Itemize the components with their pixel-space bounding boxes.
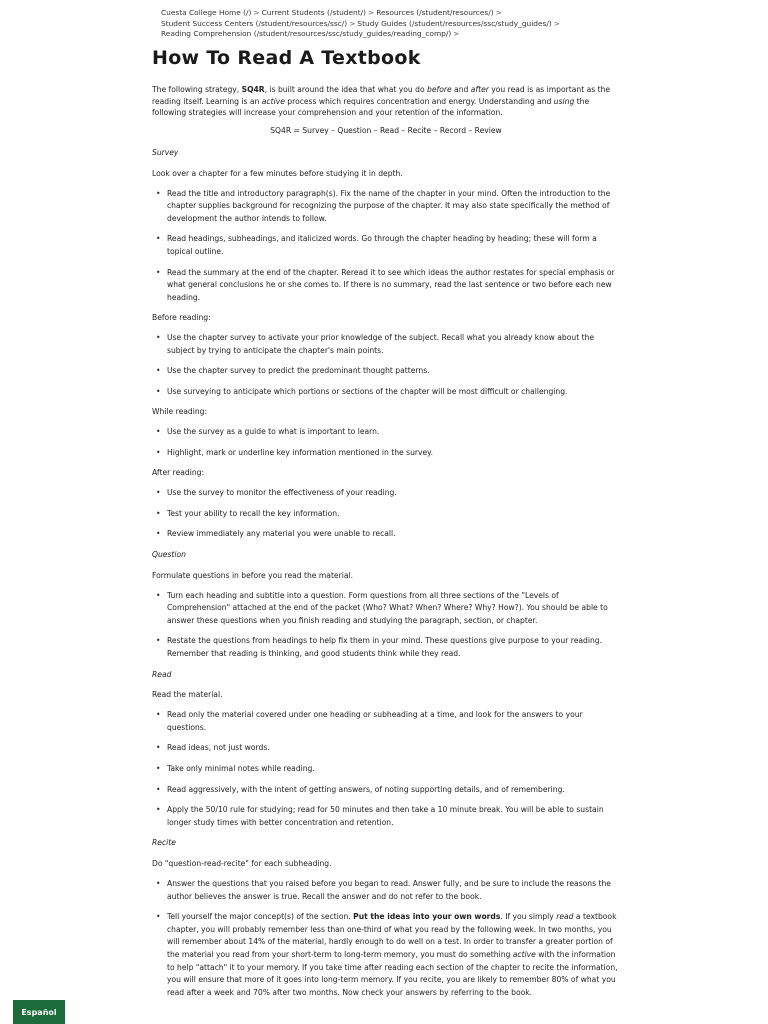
- while-reading-list: [152, 426, 620, 459]
- while-reading-label: While reading:: [152, 407, 208, 417]
- read-list: [152, 709, 620, 829]
- intro-text-5: process which requires concentration and energy. Understanding and: [284, 96, 554, 106]
- after-reading-label: After reading:: [152, 468, 205, 478]
- bullet-icon: •: [156, 427, 161, 437]
- bullet-icon: •: [156, 710, 161, 720]
- recite-lead: Do "question-read-recite" for each subheading.: [152, 859, 332, 869]
- list-item: [152, 188, 620, 226]
- section-heading-question: Question: [152, 550, 186, 560]
- bullet-icon: •: [156, 763, 161, 773]
- list-item-text: Apply the 50/10 rule for studying; read for 50 minutes and then take a 10 minute break. You will be able to sustain longer study times with better concentration and retention.: [167, 805, 604, 827]
- content-column: [152, 8, 620, 1007]
- list-item: [152, 763, 620, 776]
- list-item: [152, 233, 620, 258]
- bullet-icon: •: [156, 636, 161, 646]
- breadcrumb-separator: >: [553, 18, 560, 28]
- breadcrumb-link-resources[interactable]: Resources (/student/resources/): [376, 8, 494, 17]
- bullet-icon: •: [156, 878, 161, 888]
- list-item-text: Highlight, mark or underline key information mentioned in the survey.: [167, 447, 434, 457]
- intro-paragraph: [152, 84, 620, 119]
- espanol-language-button[interactable]: Español: [13, 1000, 65, 1024]
- list-item-text: Restate the questions from headings to help fix them in your mind. These questions give purpose to your reading. Remember that reading is thinking, and good students think while they read.: [167, 636, 602, 659]
- breadcrumb-separator: >: [253, 8, 260, 17]
- recite-em-active: active: [512, 949, 536, 959]
- list-item-text: Read the summary at the end of the chapter. Reread it to see which ideas the author restates for special emphasis or what general conclusions he or she comes to. If there is no summary, read the last sentence or two before each new heading.: [167, 267, 615, 302]
- section-heading-recite: Recite: [152, 838, 176, 848]
- breadcrumb-separator: >: [495, 8, 502, 17]
- list-item: [152, 528, 620, 541]
- intro-text-1: The following strategy,: [152, 84, 242, 94]
- recite-text-4: with the information to help "attach" it to your memory. If you take time after reading each section of the chapter to recite the information, you will ensure that more of it goes into long-term memory. If you recite, you are likely to remember 80% of what you read after a week and 70% after two months. Now check your answers by referring to the book.: [167, 949, 618, 997]
- survey-lead: Look over a chapter for a few minutes before studying it in depth.: [152, 168, 403, 178]
- recite-list: [152, 878, 620, 999]
- list-item: [152, 878, 620, 903]
- list-item: [152, 784, 620, 797]
- sq4r-formula: SQ4R = Survey – Question – Read – Recite – Record – Review: [270, 126, 502, 136]
- list-item: [152, 447, 620, 460]
- survey-list: [152, 188, 620, 305]
- before-reading-list: [152, 332, 620, 398]
- bullet-icon: •: [156, 386, 161, 396]
- list-item-text: Read headings, subheadings, and italicized words. Go through the chapter heading by heading; these will form a topical outline.: [167, 234, 597, 256]
- page-title: How To Read A Textbook: [152, 46, 421, 69]
- intro-text-2: , is built around the idea that what you do: [264, 84, 428, 94]
- list-item-text: Turn each heading and subtitle into a question. Form questions from all three sections of the "Levels of Comprehension" attached at the end of the packet (Who? What? When? Where? Why? How?). You should be able to answer these questions when you finish reading and studying the paragraph, section, or chapter.: [167, 590, 608, 625]
- bullet-icon: •: [156, 743, 161, 753]
- list-item-text: Read aggressively, with the intent of getting answers, of noting supporting details, and of remembering.: [167, 784, 565, 794]
- list-item-text: Use the survey to monitor the effectiveness of your reading.: [167, 488, 397, 498]
- list-item-text: Read ideas, not just words.: [167, 743, 270, 753]
- breadcrumb-link-study-guides[interactable]: Study Guides (/student/resources/ssc/study_guides/): [357, 18, 552, 28]
- list-item-text: Read only the material covered under one heading or subheading at a time, and look for the answers to your questions.: [167, 710, 583, 732]
- bullet-icon: •: [156, 333, 161, 343]
- list-item: [152, 508, 620, 521]
- bullet-icon: •: [156, 529, 161, 539]
- bullet-icon: •: [156, 784, 161, 794]
- list-item: [152, 590, 620, 628]
- bullet-icon: •: [156, 488, 161, 498]
- breadcrumb: [161, 8, 620, 40]
- intro-text-6: the following strategies will increase your comprehension and your retention of the information.: [152, 96, 590, 118]
- breadcrumb-separator: >: [453, 29, 460, 39]
- after-reading-list: [152, 487, 620, 541]
- recite-strong-own-words: Put the ideas into your own words: [353, 912, 501, 922]
- question-lead: Formulate questions in before you read the material.: [152, 570, 354, 580]
- before-reading-label: Before reading:: [152, 313, 211, 323]
- list-item: [152, 386, 620, 399]
- list-item: [152, 742, 620, 755]
- section-heading-survey: Survey: [152, 147, 179, 157]
- list-item: [152, 709, 620, 734]
- list-item: [152, 426, 620, 439]
- intro-text-4: you read is as important as the reading itself. Learning is an: [152, 84, 611, 106]
- breadcrumb-separator: >: [349, 18, 356, 28]
- recite-em-read: read: [556, 912, 574, 922]
- list-item-text: Test your ability to recall the key information.: [167, 508, 340, 518]
- breadcrumb-link-home[interactable]: Cuesta College Home (/): [161, 8, 252, 17]
- bullet-icon: •: [156, 508, 161, 518]
- list-item-text: Review immediately any material you were unable to recall.: [167, 529, 396, 539]
- read-lead: Read the material.: [152, 690, 223, 700]
- list-item-text: Use the survey as a guide to what is important to learn.: [167, 427, 380, 437]
- bullet-icon: •: [156, 805, 161, 815]
- intro-em-using: using: [553, 96, 575, 106]
- recite-text-1: Tell yourself the major concept(s) of the section.: [167, 912, 354, 922]
- section-heading-read: Read: [152, 669, 172, 679]
- list-item-text: Read the title and introductory paragraph(s). Fix the name of the chapter in your mind. Often the introduction to the chapter supplies background for recognizing the purpose of the chapter. It may also state specifically the method of development the author intends to follow.: [167, 188, 611, 223]
- list-item: [152, 911, 620, 999]
- recite-text-2: . If you simply: [500, 912, 557, 922]
- intro-em-after: after: [470, 84, 489, 94]
- intro-text-3: and: [451, 84, 471, 94]
- list-item: [152, 365, 620, 378]
- bullet-icon: •: [156, 366, 161, 376]
- breadcrumb-separator: >: [367, 8, 375, 17]
- bullet-icon: •: [156, 267, 161, 277]
- breadcrumb-link-reading-comprehension[interactable]: Reading Comprehension (/student/resources/ssc/study_guides/reading_comp/): [161, 29, 452, 39]
- intro-em-before: before: [427, 84, 452, 94]
- list-item-text: Use surveying to anticipate which portions or sections of the chapter will be most difficult or challenging.: [167, 386, 568, 396]
- list-item: [152, 804, 620, 829]
- recite-text-3: a textbook chapter, you will probably remember less than one-third of what you read by the following week. In two months, you will remember about 14% of the material, hardly enough to do well on a test. In order to transfer a greater portion of the material you read from your short-term to long-term memory, you must do something: [167, 912, 617, 959]
- list-item: [152, 332, 620, 357]
- bullet-icon: •: [156, 912, 161, 922]
- list-item: [152, 635, 620, 660]
- list-item-text: Use the chapter survey to activate your prior knowledge of the subject. Recall what you already know about the subject by trying to anticipate the chapter's main points.: [167, 333, 595, 355]
- list-item-text: Answer the questions that you raised before you began to read. Answer fully, and be sure to include the reasons the author believes the answer is true. Recall the answer and do not refer to the book.: [167, 878, 611, 901]
- list-item: [152, 267, 620, 305]
- bullet-icon: •: [156, 234, 161, 244]
- list-item: [152, 487, 620, 500]
- list-item-text: Use the chapter survey to predict the predominant thought patterns.: [167, 366, 430, 376]
- breadcrumb-link-current-students[interactable]: Current Students (/student/): [261, 8, 366, 17]
- bullet-icon: •: [156, 188, 161, 198]
- intro-em-active: active: [261, 96, 285, 106]
- intro-strong-sq4r: SQ4R: [241, 84, 265, 94]
- question-list: [152, 590, 620, 661]
- bullet-icon: •: [156, 590, 161, 600]
- breadcrumb-link-student-success-centers[interactable]: Student Success Centers (/student/resources/ssc/): [161, 18, 348, 28]
- list-item-text: Take only minimal notes while reading.: [167, 763, 315, 773]
- bullet-icon: •: [156, 447, 161, 457]
